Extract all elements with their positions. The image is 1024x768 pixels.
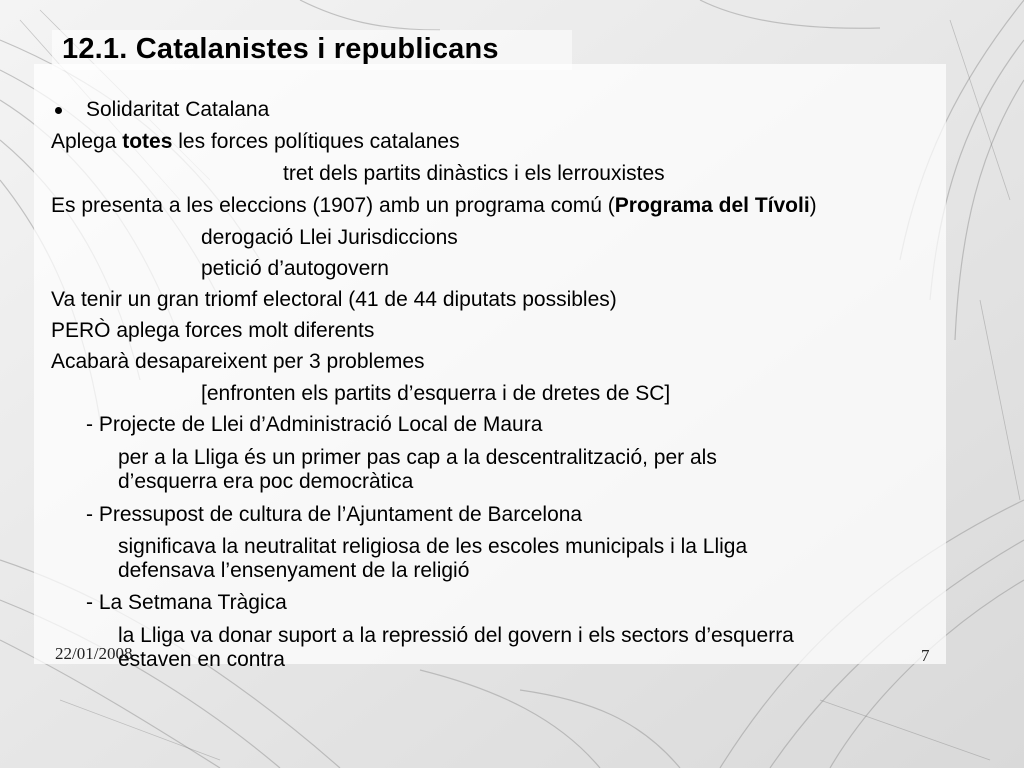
body-line-17: la Lliga va donar suport a la repressió del govern i els sectors d’esquerra	[118, 624, 794, 647]
body-line-11: per a la Lliga és un primer pas cap a la descentralització, per als	[118, 446, 717, 469]
body-line-2: tret dels partits dinàstics i els lerrouxistes	[283, 162, 665, 185]
slide-title: 12.1. Catalanistes i republicans	[62, 33, 499, 65]
line-3-bold: Programa del Tívoli	[614, 194, 810, 217]
line-3-text-a: Es presenta a les eleccions (1907) amb un programa comú (	[51, 194, 615, 217]
body-line-9: [enfronten els partits d’esquerra i de dretes de SC]	[201, 382, 671, 405]
body-line-18: estaven en contra	[118, 648, 285, 671]
footer-page-number: 7	[921, 646, 930, 665]
body-line-16: - La Setmana Tràgica	[86, 591, 287, 614]
body-line-14: significava la neutralitat religiosa de les escoles municipals i la Lliga	[118, 535, 748, 558]
body-line-6: Va tenir un gran triomf electoral (41 de 44 diputats possibles)	[51, 288, 617, 311]
bullet-icon	[55, 107, 62, 114]
body-line-7: PERÒ aplega forces molt diferents	[51, 319, 375, 342]
body-line-1	[51, 130, 460, 154]
body-line-12: d’esquerra era poc democràtica	[118, 470, 414, 493]
body-line-10: - Projecte de Llei d’Administració Local de Maura	[86, 413, 543, 436]
line-1-bold: totes	[122, 130, 173, 153]
body-line-4: derogació Llei Jurisdiccions	[201, 226, 458, 249]
body-line-8: Acabarà desapareixent per 3 problemes	[51, 350, 425, 373]
body-line-3	[51, 194, 817, 218]
bullet-heading: Solidaritat Catalana	[86, 98, 270, 121]
line-3-text-b: )	[809, 194, 817, 217]
line-1-text-a: Aplega	[51, 130, 123, 153]
line-1-text-b: les forces polítiques catalanes	[172, 130, 460, 153]
body-line-5: petició d’autogovern	[201, 257, 389, 280]
footer-date: 22/01/2008	[55, 644, 133, 663]
body-line-15: defensava l’ensenyament de la religió	[118, 559, 470, 582]
body-line-13: - Pressupost de cultura de l’Ajuntament de Barcelona	[86, 503, 583, 526]
